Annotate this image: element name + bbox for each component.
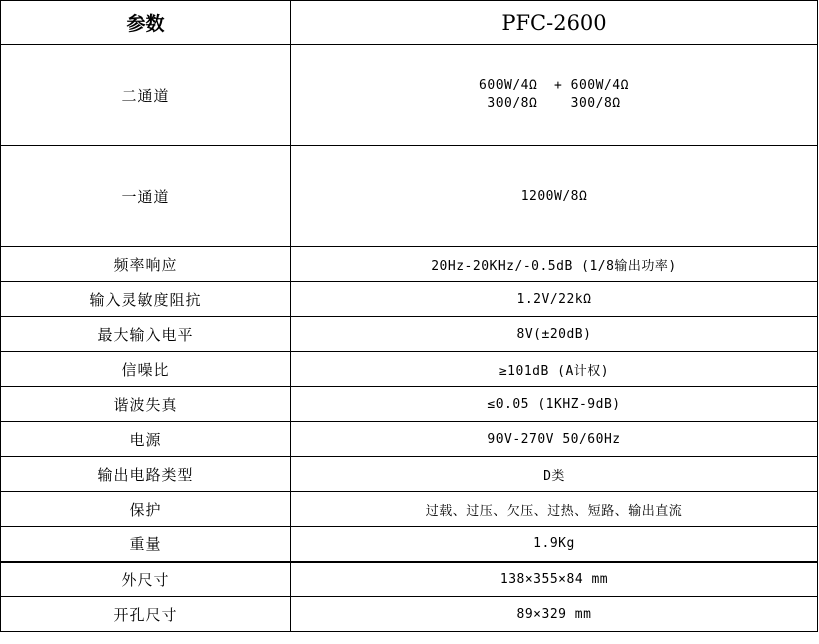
- table-row: [1, 387, 818, 422]
- param-name: 保护: [1, 492, 291, 527]
- param-name: 二通道: [1, 45, 291, 146]
- param-column-header: 参数: [1, 1, 291, 45]
- param-value: 1.9Kg: [291, 527, 818, 562]
- table-row: [1, 527, 818, 562]
- table-row: [1, 146, 818, 247]
- param-value: [291, 45, 818, 146]
- table-row: [1, 352, 818, 387]
- param-value: 8V(±20dB): [291, 317, 818, 352]
- param-name: 重量: [1, 527, 291, 562]
- param-name: 输入灵敏度阻抗: [1, 282, 291, 317]
- table-row: [1, 282, 818, 317]
- param-name: 开孔尺寸: [1, 597, 291, 632]
- param-name: 谐波失真: [1, 387, 291, 422]
- table-row: [1, 422, 818, 457]
- param-name: 一通道: [1, 146, 291, 247]
- table-row: [1, 45, 818, 146]
- value-line: 600W/4Ω + 600W/4Ω: [479, 78, 629, 93]
- table-row: [1, 317, 818, 352]
- param-name: 频率响应: [1, 247, 291, 282]
- param-name: 电源: [1, 422, 291, 457]
- param-value: 过载、过压、欠压、过热、短路、输出直流: [291, 492, 818, 527]
- value-line: 300/8Ω 300/8Ω: [487, 96, 621, 111]
- param-name: 最大输入电平: [1, 317, 291, 352]
- table-row: [1, 247, 818, 282]
- param-value: 90V-270V 50/60Hz: [291, 422, 818, 457]
- param-value: ≥101dB (A计权): [291, 352, 818, 387]
- param-value: 89×329 mm: [291, 597, 818, 632]
- param-value: 20Hz-20KHz/-0.5dB (1/8输出功率): [291, 247, 818, 282]
- table-row: [1, 597, 818, 632]
- table-row: [1, 492, 818, 527]
- param-value: 138×355×84 mm: [291, 562, 818, 597]
- param-name: 输出电路类型: [1, 457, 291, 492]
- param-value: 1200W/8Ω: [291, 146, 818, 247]
- param-value: 1.2V/22kΩ: [291, 282, 818, 317]
- param-value: ≤0.05 (1KHZ-9dB): [291, 387, 818, 422]
- param-name: 外尺寸: [1, 562, 291, 597]
- header-row: [1, 1, 818, 45]
- model-column-header: PFC-2600: [291, 1, 818, 45]
- table-row: [1, 562, 818, 597]
- param-value: D类: [291, 457, 818, 492]
- table-row: [1, 457, 818, 492]
- param-name: 信噪比: [1, 352, 291, 387]
